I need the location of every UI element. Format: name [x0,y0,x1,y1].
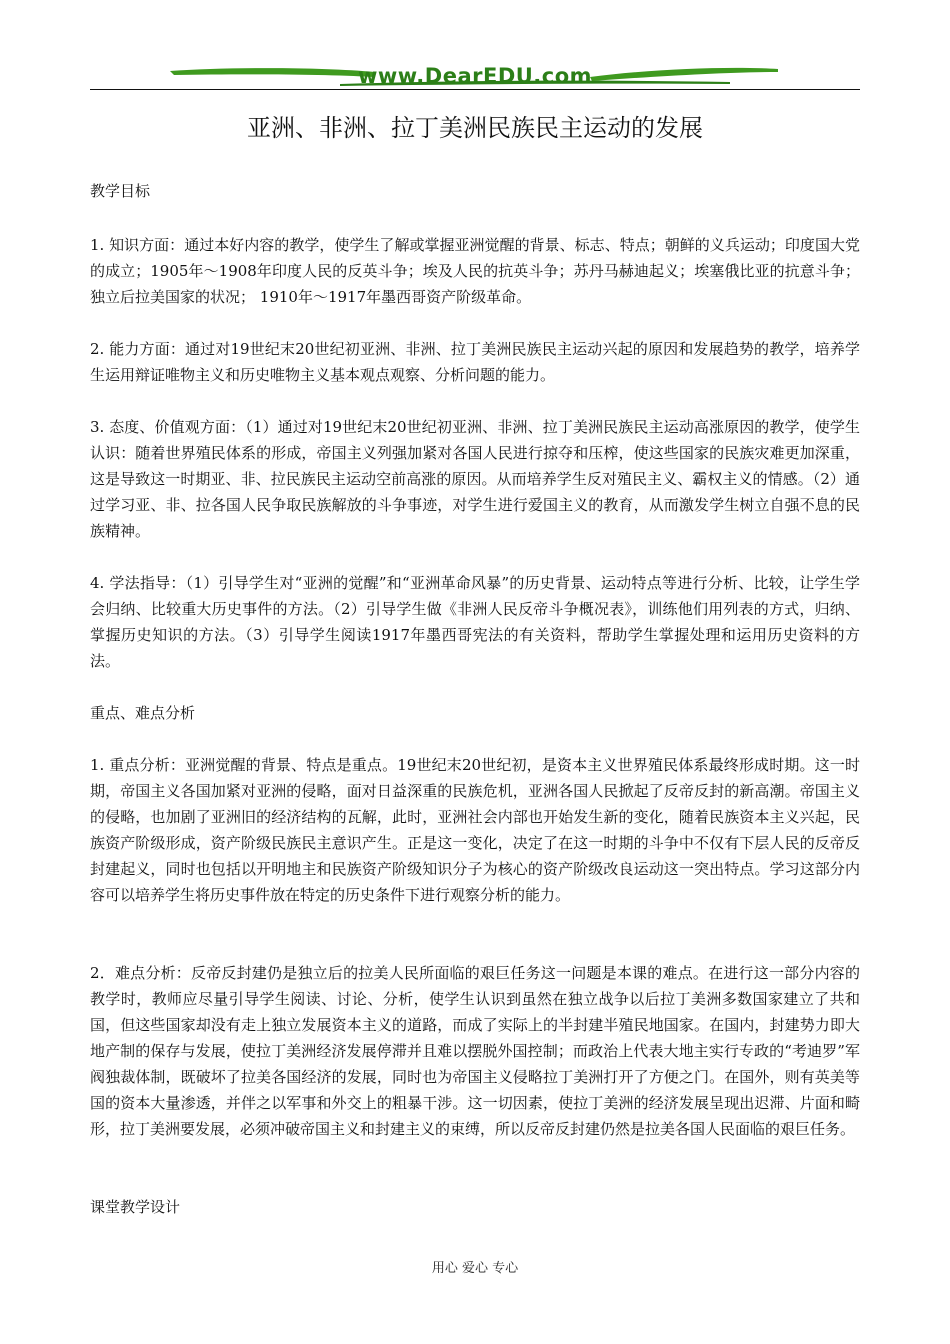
site-logo[interactable]: www.DearEDU.com [357,64,593,88]
page-header [90,62,860,90]
design-heading: 课堂教学设计 [90,1198,181,1216]
objective-paragraph-ability: 2. 能力方面：通过对19世纪末20世纪初亚洲、非洲、拉丁美洲民族民主运动兴起的原因和发展趋势的教学，培养学生运用辩证唯物主义和历史唯物主义基本观点观察、分析问题的能力。 [90,340,860,384]
objectives-heading: 教学目标 [90,182,151,200]
key-points-heading: 重点、难点分析 [90,704,196,722]
difficulty-paragraph: 2．难点分析：反帝反封建仍是独立后的拉美人民所面临的艰巨任务这一问题是本课的难点。在进行这一部分内容的教学时，教师应尽量引导学生阅读、讨论、分析，使学生认识到虽然在独立战争以后拉丁美洲多数国家建立了共和国，但这些国家却没有走上独立发展资本主义的道路，而成了实际上的半封建半殖民地国家。在国内，封建势力即大地产制的保存与发展，使拉丁美洲经济发展停滞并且难以摆脱外国控制；而政治上代表大地主实行专政的“考迪罗”军阀独裁体制，既破坏了拉美各国经济的发展，同时也为帝国主义侵略拉丁美洲打开了方便之门。在国外，则有英美等国的资本大量渗透，并伴之以军事和外交上的粗暴干涉。这一切因素，使拉丁美洲的经济发展呈现出迟滞、片面和畸形，拉丁美洲要发展，必须冲破帝国主义和封建主义的束缚，所以反帝反封建仍然是拉美各国人民面临的艰巨任务。 [90,964,860,1138]
document-title: 亚洲、非洲、拉丁美洲民族民主运动的发展 [247,114,703,143]
objective-paragraph-knowledge: 1. 知识方面：通过本好内容的教学，使学生了解或掌握亚洲觉醒的背景、标志、特点；朝鲜的义兵运动；印度国大党的成立；1905年～1908年印度人民的反英斗争；埃及人民的抗英斗争；苏丹马赫迪起义；埃塞俄比亚的抗意斗争； 独立后拉美国家的状况； 1910年～1917年墨西哥资产阶级革命。 [90,236,860,306]
key-point-paragraph: 1. 重点分析：亚洲觉醒的背景、特点是重点。19世纪末20世纪初，是资本主义世界殖民体系最终形成时期。这一时期，帝国主义各国加紧对亚洲的侵略，面对日益深重的民族危机，亚洲各国人民掀起了反帝反封的新高潮。帝国主义的侵略，也加剧了亚洲旧的经济结构的瓦解，此时，亚洲社会内部也开始发生新的变化，随着民族资本主义兴起，民族资产阶级形成，资产阶级民族民主意识产生。正是这一变化，决定了在这一时期的斗争中不仅有下层人民的反帝反封建起义，同时也包括以开明地主和民族资产阶级知识分子为核心的资产阶级改良运动这一突出特点。学习这部分内容可以培养学生将历史事件放在特定的历史条件下进行观察分析的能力。 [90,756,860,904]
page-footer: 用心 爱心 专心 [431,1261,519,1276]
objective-paragraph-attitude: 3. 态度、价值观方面：（1）通过对19世纪末20世纪初亚洲、非洲、拉丁美洲民族民主运动高涨原因的教学，使学生认识：随着世界殖民体系的形成，帝国主义列强加紧对各国人民进行掠夺和压榨，使这些国家的民族灾难更加深重，这是导致这一时期亚、非、拉民族民主运动空前高涨的原因。从而培养学生反对殖民主义、霸权主义的情感。（2）通过学习亚、非、拉各国人民争取民族解放的斗争事迹，对学生进行爱国主义的教育，从而激发学生树立自强不息的民族精神。 [90,418,860,540]
objective-paragraph-method: 4. 学法指导：（1）引导学生对“亚洲的觉醒”和“亚洲革命风暴”的历史背景、运动特点等进行分析、比较，让学生学会归纳、比较重大历史事件的方法。（2）引导学生做《非洲人民反帝斗争概况表》，训练他们用列表的方式，归纳、掌握历史知识的方法。（3）引导学生阅读1917年墨西哥宪法的有关资料，帮助学生掌握处理和运用历史资料的方法。 [90,574,860,670]
header-rule [90,89,860,90]
